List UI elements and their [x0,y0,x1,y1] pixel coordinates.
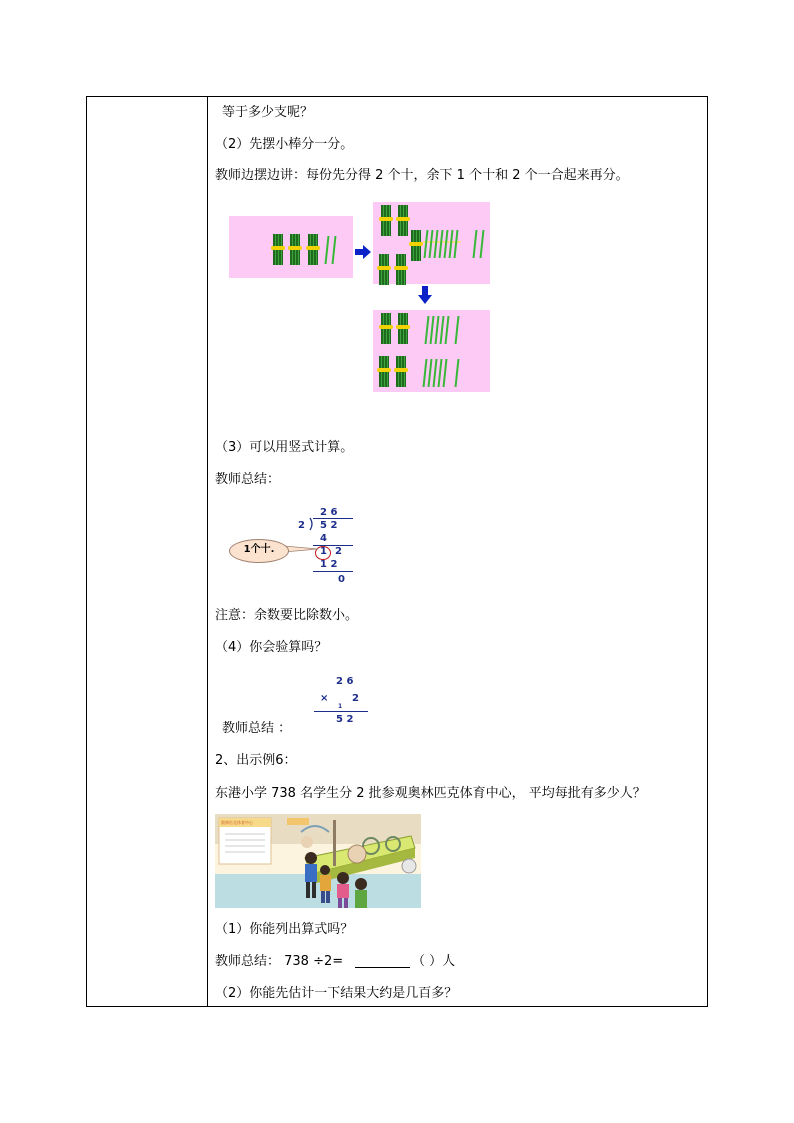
text-line-5: 教师总结： [215,472,281,487]
times-sign: × [320,693,329,704]
text-line-8: 教师总结 ： [222,721,292,736]
ten-bundle [379,254,389,285]
ten-bundle [308,234,318,265]
divisor: 2 [298,520,305,531]
ten-bundle [396,254,406,285]
division-bar [313,518,353,519]
ten-bundle [381,205,391,236]
arrow-down-icon [418,286,432,304]
text-line-1: 等于多少支呢？ [222,105,314,120]
check-line [314,711,368,712]
quotient: 2 6 [320,507,338,518]
column-divider [207,97,208,1006]
text-line-6: 注意：余数要比除数小。 [215,608,359,623]
arrow-right-icon [355,245,371,259]
check-factor: 2 [352,693,359,704]
ten-bundle [398,313,408,344]
text-line-3: 教师边摆边讲：每份先分得 2 个十，余下 1 个十和 2 个一合起来再分。 [215,168,629,183]
step-2: 2 [335,546,342,557]
ten-bundle [290,234,300,265]
step-3: 1 2 [320,559,338,570]
step-1: 4 [320,533,327,544]
answer-blank [355,967,410,968]
step-line-2 [313,571,353,572]
ten-bundle [411,230,421,261]
carry-digit: 1 [338,703,343,710]
sign-text: 奥林匹克体育中心 [221,820,253,825]
text-line-12: 教师总结： 738 ÷2= [215,954,344,969]
text-line-10: 东港小学 738 名学生分 2 批参观奥林匹克体育中心， 平均每批有多少人？ [215,786,646,801]
text-line-12-unit: （ ）人 [412,954,456,969]
ten-bundle [398,205,408,236]
speech-bubble: 1个十. [229,539,289,563]
check-product: 5 2 [336,714,354,725]
text-line-11: （1）你能列出算式吗？ [215,922,354,937]
remainder-one: 1 [320,546,327,557]
text-line-9: 2、出示例6： [215,753,297,768]
dividend: 5 2 [320,520,338,531]
museum-illustration [215,814,421,908]
ten-bundle [396,356,406,387]
division-bracket [309,517,315,531]
museum-scene [215,814,421,908]
text-line-2: （2）先摆小棒分一分。 [215,137,354,152]
ten-bundle [381,313,391,344]
text-line-13: （2）你能先估计一下结果大约是几百多？ [215,986,458,1001]
check-top: 2 6 [336,676,354,687]
division-result: 0 [338,574,345,585]
text-line-4: （3）可以用竖式计算。 [215,440,354,455]
ten-bundle [379,356,389,387]
bubble-pointer [284,544,318,554]
ten-bundle [273,234,283,265]
text-line-7: （4）你会验算吗？ [215,640,328,655]
